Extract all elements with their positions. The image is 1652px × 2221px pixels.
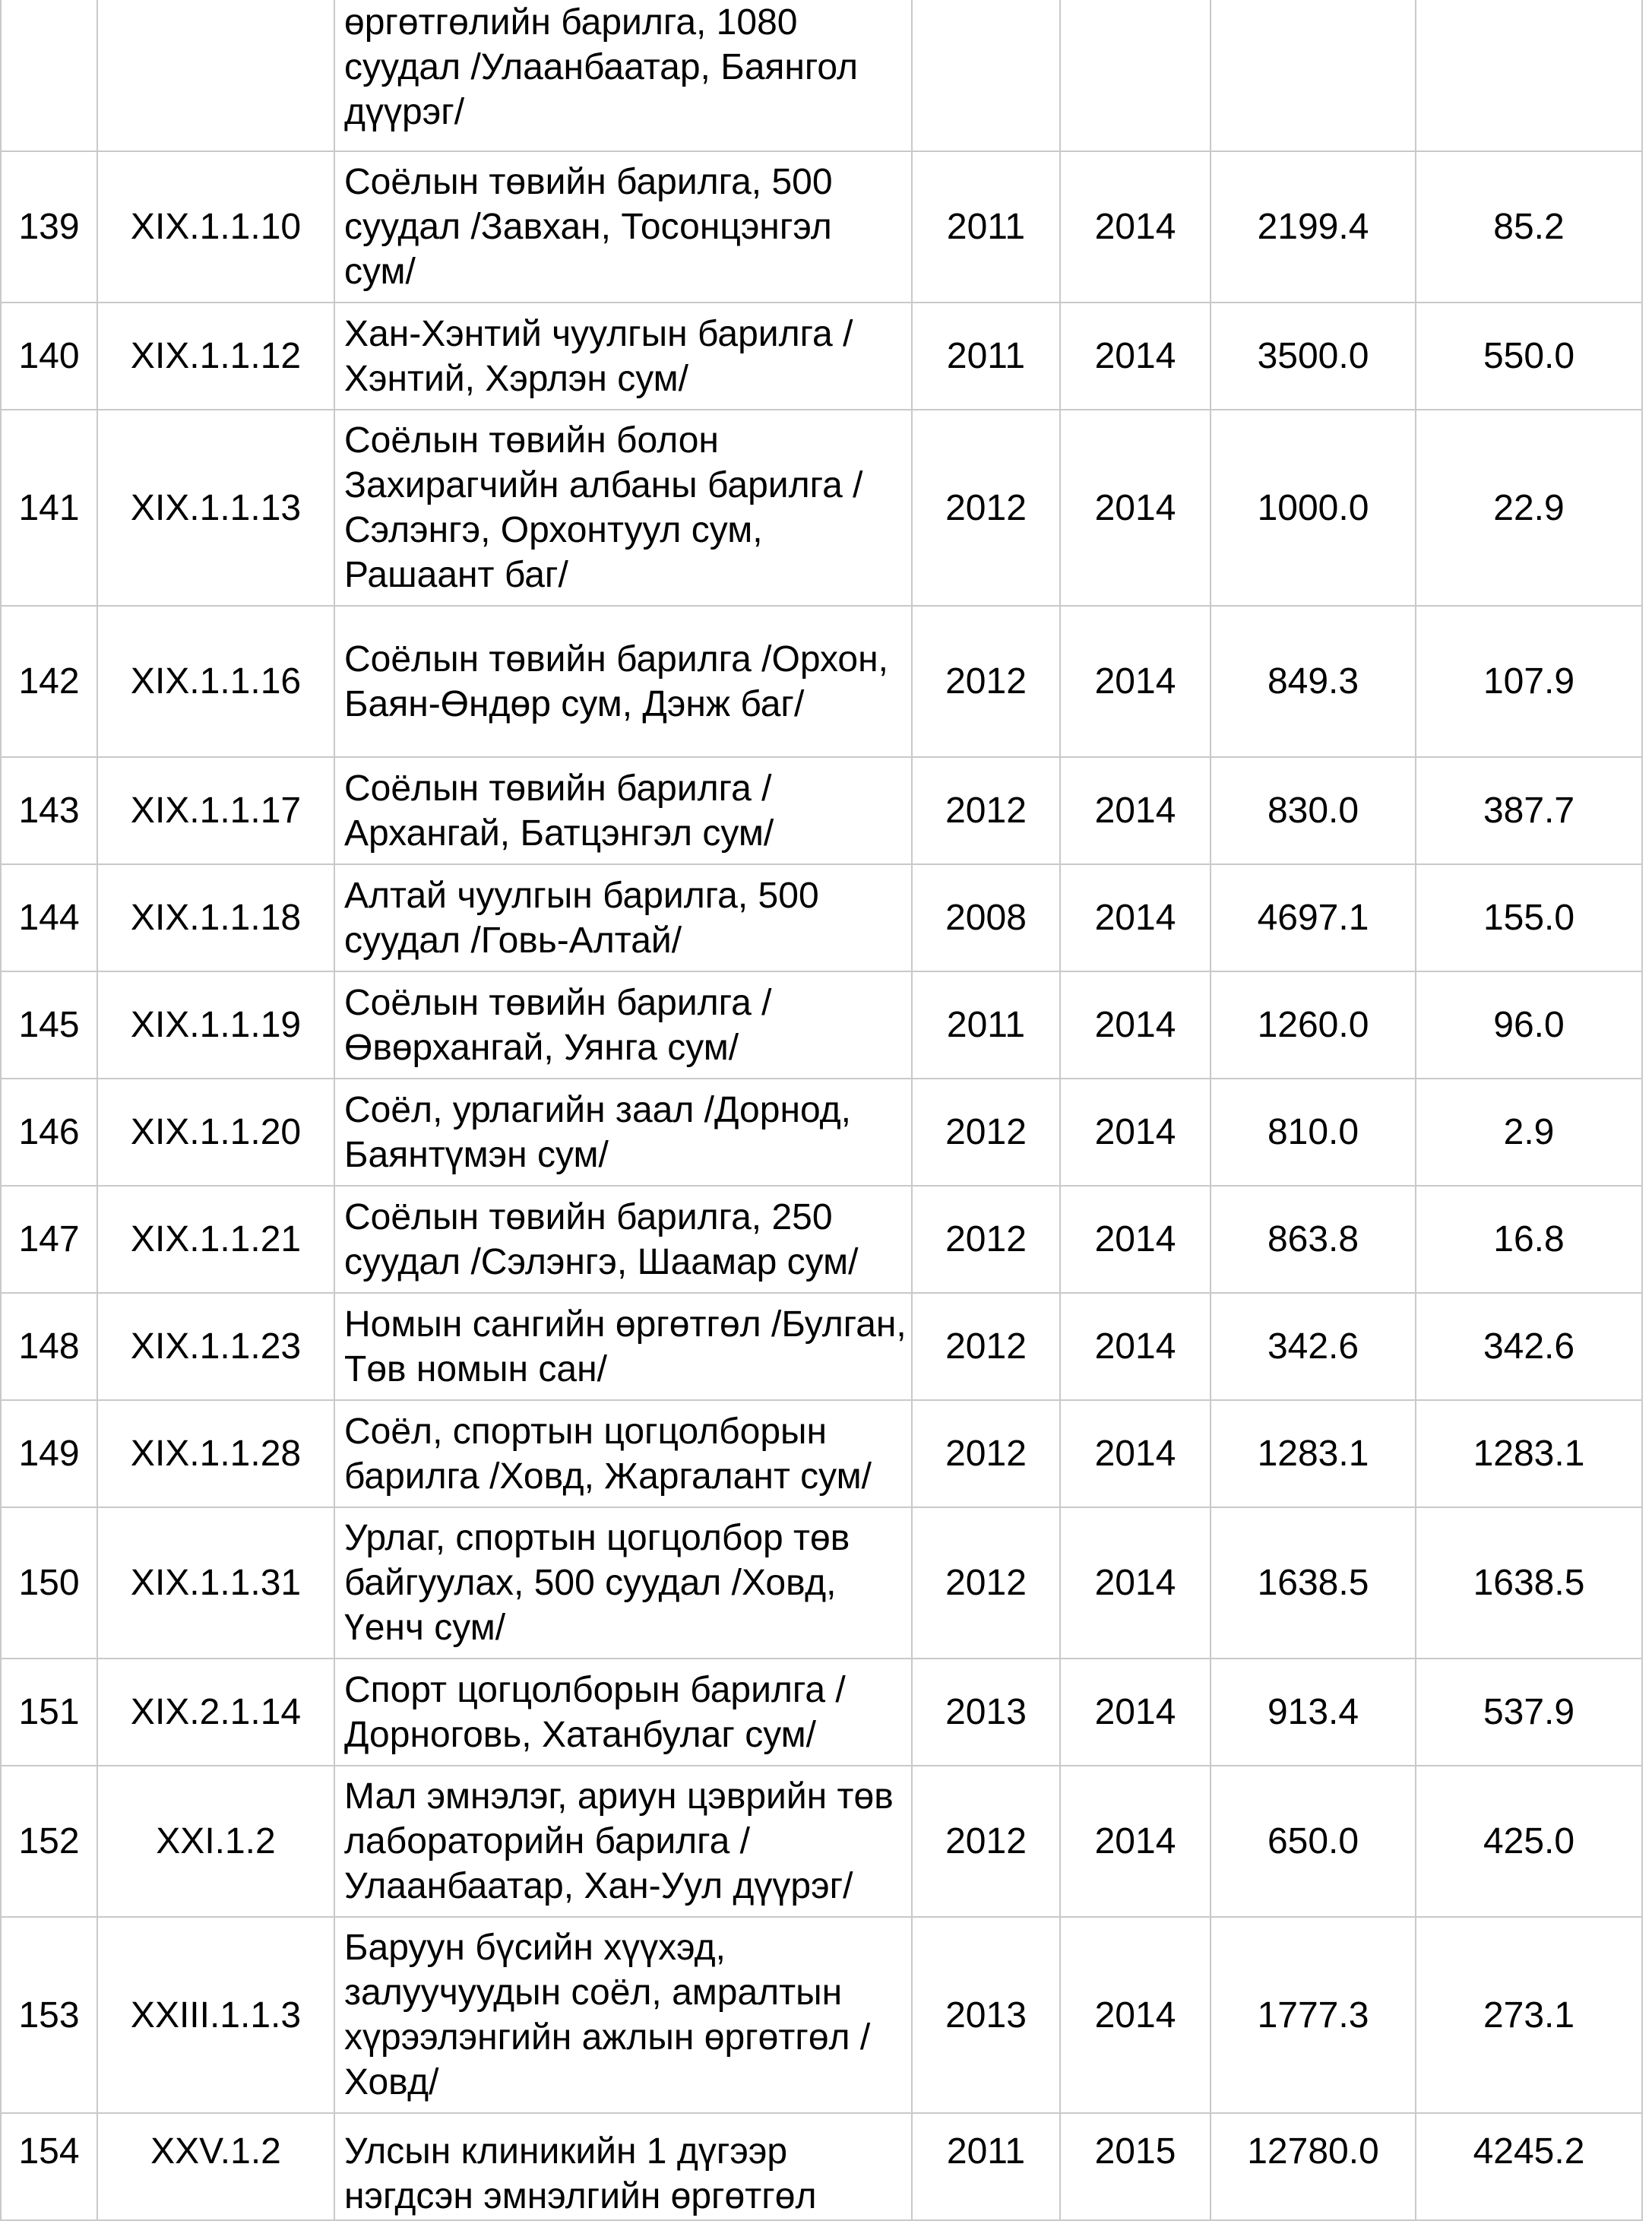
total-cost-cell: 4697.1	[1211, 864, 1416, 971]
total-cost-cell: 2199.4	[1211, 151, 1416, 303]
start-year-cell: 2013	[912, 1917, 1060, 2113]
row-number-cell: 142	[1, 606, 97, 757]
program-code-cell: XXV.1.2	[97, 2113, 334, 2220]
end-year-cell: 2014	[1060, 606, 1211, 757]
program-code-cell: XIX.1.1.18	[97, 864, 334, 971]
total-cost-cell: 12780.0	[1211, 2113, 1416, 2220]
end-year-cell: 2014	[1060, 1186, 1211, 1293]
funding-amount-cell: 16.8	[1416, 1186, 1642, 1293]
start-year-cell: 2011	[912, 2113, 1060, 2220]
end-year-cell: 2014	[1060, 1917, 1211, 2113]
funding-amount-cell: 155.0	[1416, 864, 1642, 971]
funding-amount-cell: 342.6	[1416, 1293, 1642, 1400]
row-number-cell: 153	[1, 1917, 97, 2113]
end-year-cell: 2014	[1060, 1293, 1211, 1400]
total-cost-cell: 830.0	[1211, 757, 1416, 864]
table-row	[1, 864, 1642, 971]
table-body	[1, 0, 1642, 2220]
table-row	[1, 1079, 1642, 1186]
funding-amount-cell: 96.0	[1416, 971, 1642, 1079]
project-description-cell: Соёл, урлагийн заал /Дорнод, Баянтүмэн сум/	[334, 1079, 912, 1186]
total-cost-cell: 1000.0	[1211, 410, 1416, 606]
row-number-cell: 148	[1, 1293, 97, 1400]
funding-amount-cell: 425.0	[1416, 1766, 1642, 1917]
project-description-cell: Соёлын төвийн барилга, 250 суудал /Сэлэнгэ, Шаамар сум/	[334, 1186, 912, 1293]
start-year-cell: 2012	[912, 1400, 1060, 1507]
program-code-cell: XIX.1.1.20	[97, 1079, 334, 1186]
funding-amount-cell: 550.0	[1416, 303, 1642, 410]
project-description-cell: Урлаг, спортын цогцолбор төв байгуулах, 500 суудал /Ховд, Үенч сум/	[334, 1507, 912, 1659]
program-code-cell: XIX.1.1.23	[97, 1293, 334, 1400]
funding-amount-cell	[1416, 0, 1642, 151]
project-description-cell: Номын сангийн өргөтгөл /Булган, Төв номын сан/	[334, 1293, 912, 1400]
end-year-cell: 2014	[1060, 1659, 1211, 1766]
table-row	[1, 1293, 1642, 1400]
end-year-cell: 2014	[1060, 971, 1211, 1079]
end-year-cell: 2014	[1060, 864, 1211, 971]
program-code-cell: XIX.1.1.10	[97, 151, 334, 303]
program-code-cell: XIX.1.1.17	[97, 757, 334, 864]
end-year-cell: 2014	[1060, 151, 1211, 303]
project-description-cell: Алтай чуулгын барилга, 500 суудал /Говь-Алтай/	[334, 864, 912, 971]
project-description-cell: Соёлын төвийн болон Захирагчийн албаны барилга /Сэлэнгэ, Орхонтуул сум, Рашаант баг/	[334, 410, 912, 606]
table-row	[1, 606, 1642, 757]
funding-amount-cell: 273.1	[1416, 1917, 1642, 2113]
program-code-cell: XIX.2.1.14	[97, 1659, 334, 1766]
program-code-cell	[97, 0, 334, 151]
project-description-cell: Баруун бүсийн хүүхэд, залуучуудын соёл, амралтын хүрээлэнгийн ажлын өргөтгөл /Ховд/	[334, 1917, 912, 2113]
start-year-cell: 2012	[912, 1507, 1060, 1659]
start-year-cell: 2011	[912, 151, 1060, 303]
start-year-cell	[912, 0, 1060, 151]
project-description-cell: Мал эмнэлэг, ариун цэврийн төв лабораторийн барилга /Улаанбаатар, Хан-Уул дүүрэг/	[334, 1766, 912, 1917]
table-row	[1, 0, 1642, 151]
funding-amount-cell: 85.2	[1416, 151, 1642, 303]
start-year-cell: 2012	[912, 757, 1060, 864]
start-year-cell: 2012	[912, 1186, 1060, 1293]
program-code-cell: XIX.1.1.21	[97, 1186, 334, 1293]
start-year-cell: 2011	[912, 971, 1060, 1079]
program-code-cell: XIX.1.1.31	[97, 1507, 334, 1659]
project-description-cell: Соёлын төвийн барилга /Орхон, Баян-Өндөр сум, Дэнж баг/	[334, 606, 912, 757]
start-year-cell: 2012	[912, 1079, 1060, 1186]
project-description-cell: Соёлын төвийн барилга, 500 суудал /Завхан, Тосонцэнгэл сум/	[334, 151, 912, 303]
funding-amount-cell: 4245.2	[1416, 2113, 1642, 2220]
row-number-cell: 143	[1, 757, 97, 864]
funding-amount-cell: 537.9	[1416, 1659, 1642, 1766]
project-description-cell: Соёлын төвийн барилга /Архангай, Батцэнгэл сум/	[334, 757, 912, 864]
total-cost-cell: 1283.1	[1211, 1400, 1416, 1507]
total-cost-cell	[1211, 0, 1416, 151]
row-number-cell: 147	[1, 1186, 97, 1293]
start-year-cell: 2013	[912, 1659, 1060, 1766]
project-description-cell: Хан-Хэнтий чуулгын барилга /Хэнтий, Хэрлэн сум/	[334, 303, 912, 410]
table-row	[1, 1507, 1642, 1659]
row-number-cell: 149	[1, 1400, 97, 1507]
table-row	[1, 1917, 1642, 2113]
table-row	[1, 1659, 1642, 1766]
start-year-cell: 2012	[912, 410, 1060, 606]
row-number-cell: 145	[1, 971, 97, 1079]
end-year-cell: 2014	[1060, 303, 1211, 410]
total-cost-cell: 913.4	[1211, 1659, 1416, 1766]
total-cost-cell: 650.0	[1211, 1766, 1416, 1917]
funding-amount-cell: 2.9	[1416, 1079, 1642, 1186]
total-cost-cell: 849.3	[1211, 606, 1416, 757]
end-year-cell: 2014	[1060, 757, 1211, 864]
total-cost-cell: 1777.3	[1211, 1917, 1416, 2113]
table-row	[1, 1400, 1642, 1507]
funding-amount-cell: 1283.1	[1416, 1400, 1642, 1507]
row-number-cell: 146	[1, 1079, 97, 1186]
total-cost-cell: 863.8	[1211, 1186, 1416, 1293]
table-row	[1, 303, 1642, 410]
row-number-cell: 150	[1, 1507, 97, 1659]
row-number-cell: 151	[1, 1659, 97, 1766]
program-code-cell: XIX.1.1.16	[97, 606, 334, 757]
row-number-cell	[1, 0, 97, 151]
row-number-cell: 139	[1, 151, 97, 303]
project-description-cell: Соёл, спортын цогцолборын барилга /Ховд, Жаргалант сум/	[334, 1400, 912, 1507]
total-cost-cell: 342.6	[1211, 1293, 1416, 1400]
start-year-cell: 2008	[912, 864, 1060, 971]
funding-amount-cell: 22.9	[1416, 410, 1642, 606]
program-code-cell: XIX.1.1.13	[97, 410, 334, 606]
end-year-cell: 2014	[1060, 1079, 1211, 1186]
row-number-cell: 152	[1, 1766, 97, 1917]
end-year-cell: 2014	[1060, 410, 1211, 606]
row-number-cell: 154	[1, 2113, 97, 2220]
row-number-cell: 141	[1, 410, 97, 606]
table-row	[1, 151, 1642, 303]
program-code-cell: XXI.1.2	[97, 1766, 334, 1917]
total-cost-cell: 3500.0	[1211, 303, 1416, 410]
start-year-cell: 2012	[912, 1766, 1060, 1917]
table-row	[1, 410, 1642, 606]
table-row	[1, 757, 1642, 864]
total-cost-cell: 1260.0	[1211, 971, 1416, 1079]
total-cost-cell: 810.0	[1211, 1079, 1416, 1186]
end-year-cell: 2014	[1060, 1400, 1211, 1507]
total-cost-cell: 1638.5	[1211, 1507, 1416, 1659]
table-row	[1, 971, 1642, 1079]
row-number-cell: 144	[1, 864, 97, 971]
funding-amount-cell: 1638.5	[1416, 1507, 1642, 1659]
end-year-cell: 2014	[1060, 1507, 1211, 1659]
project-description-cell: Соёлын төвийн барилга /Өвөрхангай, Уянга сум/	[334, 971, 912, 1079]
project-description-cell: Спорт цогцолборын барилга /Дорноговь, Хатанбулаг сум/	[334, 1659, 912, 1766]
funding-amount-cell: 107.9	[1416, 606, 1642, 757]
end-year-cell: 2015	[1060, 2113, 1211, 2220]
start-year-cell: 2012	[912, 606, 1060, 757]
project-description-cell: Улсын клиникийн 1 дүгээр нэгдсэн эмнэлгийн өргөтгөл	[334, 2113, 912, 2220]
table-row	[1, 1766, 1642, 1917]
row-number-cell: 140	[1, 303, 97, 410]
start-year-cell: 2012	[912, 1293, 1060, 1400]
project-description-cell: өргөтгөлийн барилга, 1080 суудал /Улаанбаатар, Баянгол дүүрэг/	[334, 0, 912, 151]
program-code-cell: XIX.1.1.19	[97, 971, 334, 1079]
program-code-cell: XIX.1.1.12	[97, 303, 334, 410]
end-year-cell	[1060, 0, 1211, 151]
funding-amount-cell: 387.7	[1416, 757, 1642, 864]
start-year-cell: 2011	[912, 303, 1060, 410]
end-year-cell: 2014	[1060, 1766, 1211, 1917]
program-code-cell: XIX.1.1.28	[97, 1400, 334, 1507]
program-code-cell: XXIII.1.1.3	[97, 1917, 334, 2113]
table-row	[1, 1186, 1642, 1293]
